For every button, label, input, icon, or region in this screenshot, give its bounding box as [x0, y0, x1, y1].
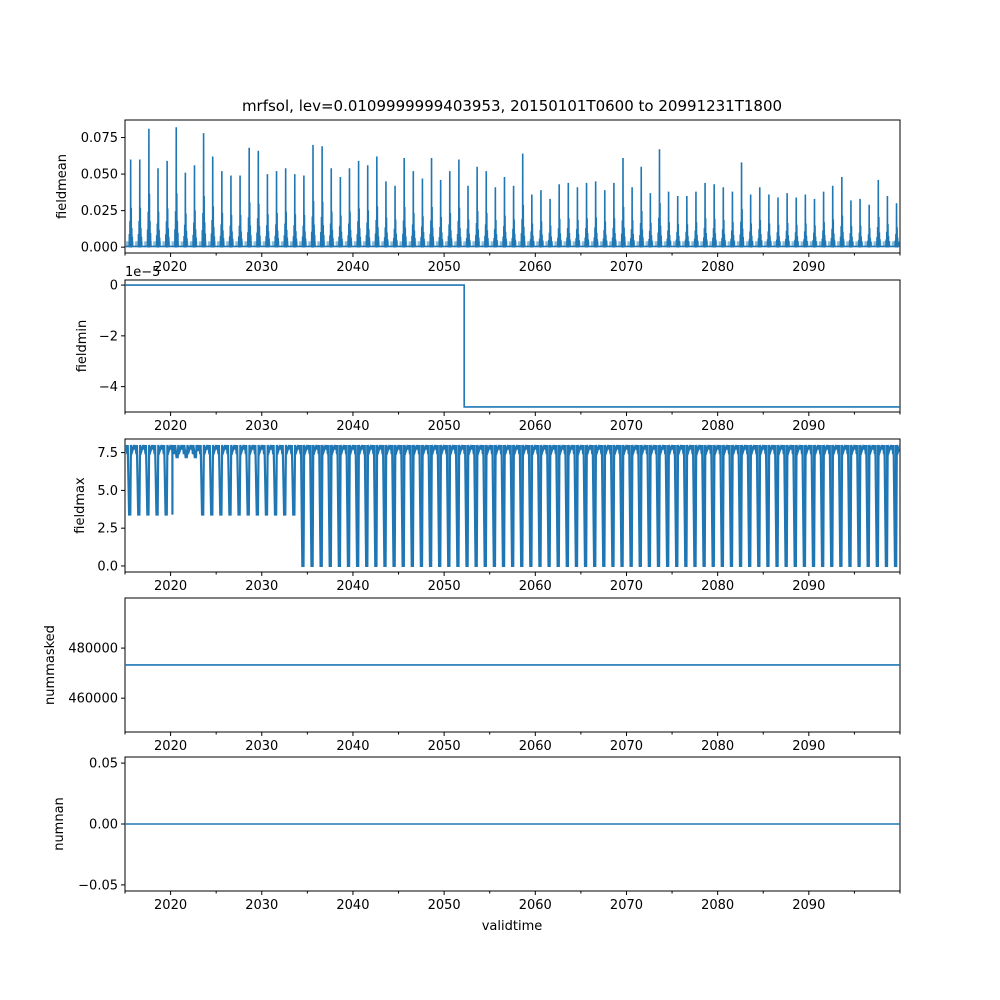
x-tick-label: 2050: [427, 739, 461, 754]
y-tick-label: 460000: [68, 691, 118, 707]
series-band: [427, 241, 435, 247]
series-band: [709, 241, 717, 247]
series-band: [536, 241, 544, 247]
y-tick-label: 0.025: [80, 204, 118, 220]
series-band: [509, 241, 517, 247]
series-band: [348, 445, 349, 566]
series-band: [290, 241, 298, 247]
x-tick-label: 2030: [245, 579, 279, 594]
series-band: [737, 241, 745, 247]
y-tick-label: 5.0: [97, 483, 118, 499]
series-band: [153, 241, 161, 247]
x-tick-label: 2090: [792, 579, 826, 594]
y-tick-label: 480000: [68, 641, 118, 657]
subplot-nummasked: [43, 598, 900, 754]
series-band: [637, 241, 645, 247]
series-band: [740, 445, 741, 566]
series-band: [244, 241, 252, 247]
series-band: [482, 241, 490, 247]
series-band: [804, 445, 805, 566]
series-band: [190, 241, 198, 247]
series-band: [418, 241, 426, 247]
series-band: [676, 445, 677, 566]
series-band: [713, 445, 714, 566]
series-band: [135, 241, 143, 247]
series-band: [813, 445, 814, 566]
x-axis-label: validtime: [481, 919, 543, 934]
figure-title: mrfsol, lev=0.0109999999403953, 20150101T0600 to 20991231T1800: [241, 97, 783, 115]
series-band: [430, 445, 431, 566]
x-tick-label: 2080: [701, 579, 735, 594]
y-axis-label: numnan: [52, 797, 67, 851]
series-band: [767, 445, 768, 566]
x-tick-label: 2070: [609, 898, 644, 913]
y-tick-label: 0.000: [80, 240, 118, 256]
series-band: [840, 445, 841, 566]
series-band: [621, 445, 622, 566]
series-band: [466, 445, 467, 566]
series-band: [518, 241, 526, 247]
series-band: [801, 241, 809, 247]
series-band: [302, 445, 303, 566]
x-tick-label: 2090: [792, 419, 826, 434]
x-tick-label: 2050: [427, 898, 461, 913]
series-band: [704, 445, 705, 566]
series-band: [664, 241, 672, 247]
axes-frame: [125, 280, 900, 412]
x-tick-label: 2080: [701, 898, 735, 913]
x-tick-label: 2080: [701, 739, 735, 754]
x-tick-label: 2040: [336, 419, 370, 434]
y-tick-label: 7.5: [97, 446, 118, 462]
series-band: [503, 445, 504, 566]
x-tick-label: 2070: [609, 739, 644, 754]
series-band: [491, 241, 499, 247]
series-band: [485, 445, 486, 566]
series-band: [317, 241, 325, 247]
series-band: [600, 241, 608, 247]
series-band: [500, 241, 508, 247]
series-band: [217, 241, 225, 247]
series-band: [749, 445, 750, 566]
series-band: [549, 445, 550, 566]
subplot-numnan: [52, 757, 900, 913]
x-tick-label: 2020: [154, 260, 188, 275]
series-band: [172, 241, 180, 247]
series-band: [892, 241, 900, 247]
series-band: [345, 241, 353, 247]
y-tick-label: −0.05: [78, 878, 118, 894]
series-band: [545, 241, 553, 247]
series-band: [828, 241, 836, 247]
series-band: [530, 445, 531, 566]
series-band: [394, 445, 395, 566]
series-band: [476, 445, 477, 566]
series-band: [746, 241, 754, 247]
x-tick-label: 2050: [427, 419, 461, 434]
series-band: [412, 445, 413, 566]
y-axis-label: fieldmax: [73, 477, 88, 534]
series-band: [612, 445, 613, 566]
x-tick-label: 2060: [518, 579, 552, 594]
subplot-fieldmean: [55, 120, 900, 275]
y-tick-label: 0.05: [89, 756, 118, 772]
series-band: [673, 241, 681, 247]
y-axis-label: fieldmean: [55, 154, 70, 219]
series-band: [390, 241, 398, 247]
series-band: [399, 241, 407, 247]
series-band: [646, 241, 654, 247]
x-tick-label: 2020: [154, 739, 188, 754]
series-band: [731, 445, 732, 566]
series-band: [755, 241, 763, 247]
series-band: [299, 241, 307, 247]
x-tick-label: 2030: [245, 419, 279, 434]
series-band: [457, 445, 458, 566]
series-band: [162, 241, 170, 247]
x-tick-label: 2020: [154, 898, 188, 913]
y-offset-text: 1e−5: [125, 265, 161, 280]
series-band: [235, 241, 243, 247]
series-band: [403, 445, 404, 566]
x-tick-label: 2020: [154, 579, 188, 594]
series-band: [357, 445, 358, 566]
series-band: [877, 445, 878, 566]
series-band: [627, 241, 635, 247]
series-band: [539, 445, 540, 566]
series-band: [439, 445, 440, 566]
y-tick-label: 0: [109, 278, 118, 294]
y-axis-label: nummasked: [43, 625, 58, 705]
series-band: [618, 241, 626, 247]
series-band: [226, 241, 234, 247]
series-band: [144, 241, 152, 247]
series-band: [700, 241, 708, 247]
series-band: [567, 445, 568, 566]
subplot-fieldmin: [75, 265, 900, 434]
series-band: [792, 241, 800, 247]
y-axis-label: fieldmin: [75, 319, 90, 373]
series-band: [864, 241, 872, 247]
series-band: [591, 241, 599, 247]
series-band: [366, 445, 367, 566]
x-tick-label: 2060: [518, 898, 552, 913]
series-band: [311, 445, 312, 566]
series-band: [859, 445, 860, 566]
y-tick-label: 0.00: [89, 817, 118, 833]
x-tick-label: 2070: [609, 579, 644, 594]
series-band: [558, 445, 559, 566]
x-tick-label: 2020: [154, 419, 188, 434]
series-band: [576, 445, 577, 566]
series-band: [436, 241, 444, 247]
x-tick-label: 2090: [792, 739, 826, 754]
x-tick-label: 2040: [336, 739, 370, 754]
series-band: [454, 241, 462, 247]
series-band: [527, 241, 535, 247]
series-band: [795, 445, 796, 566]
x-tick-label: 2070: [609, 260, 644, 275]
series-band: [773, 241, 781, 247]
series-band: [272, 241, 280, 247]
series-band: [667, 445, 668, 566]
series-band: [855, 241, 863, 247]
x-tick-label: 2050: [427, 579, 461, 594]
y-tick-label: 0.050: [80, 167, 118, 183]
series-band: [719, 241, 727, 247]
series-band: [554, 241, 562, 247]
series-band: [126, 241, 134, 247]
y-tick-label: −2: [98, 329, 118, 345]
series-band: [685, 445, 686, 566]
series-band: [722, 445, 723, 566]
series-band: [582, 241, 590, 247]
series-band: [375, 445, 376, 566]
series-band: [810, 241, 818, 247]
subplot-fieldmax: [73, 439, 900, 594]
y-tick-label: 0.0: [97, 559, 118, 575]
series-band: [281, 241, 289, 247]
x-tick-label: 2060: [518, 419, 552, 434]
series-band: [354, 241, 362, 247]
series-band: [822, 445, 823, 566]
x-tick-label: 2080: [701, 260, 735, 275]
series-band: [494, 445, 495, 566]
series-band: [874, 241, 882, 247]
series-band: [658, 445, 659, 566]
series-band: [448, 445, 449, 566]
series-band: [521, 445, 522, 566]
series-band: [831, 445, 832, 566]
series-band: [886, 445, 887, 566]
series-band: [327, 241, 335, 247]
x-tick-label: 2040: [336, 898, 370, 913]
series-band: [463, 241, 471, 247]
series-band: [512, 445, 513, 566]
series-band: [631, 445, 632, 566]
x-tick-label: 2030: [245, 898, 279, 913]
series-band: [782, 241, 790, 247]
series-band: [594, 445, 595, 566]
series-band: [363, 241, 371, 247]
series-band: [381, 241, 389, 247]
series-band: [691, 241, 699, 247]
series-band: [330, 445, 331, 566]
x-tick-label: 2070: [609, 419, 644, 434]
x-tick-label: 2090: [792, 898, 826, 913]
series-band: [649, 445, 650, 566]
series-band: [694, 445, 695, 566]
series-band: [421, 445, 422, 566]
series-band: [384, 445, 385, 566]
series-band: [409, 241, 417, 247]
x-tick-label: 2030: [245, 739, 279, 754]
series-band: [208, 241, 216, 247]
series-band: [445, 241, 453, 247]
series-band: [895, 445, 896, 566]
x-tick-label: 2050: [427, 260, 461, 275]
series-band: [758, 445, 759, 566]
x-tick-label: 2030: [245, 260, 279, 275]
series-band: [655, 241, 663, 247]
x-tick-label: 2040: [336, 260, 370, 275]
series-band: [308, 241, 316, 247]
series-band: [254, 241, 262, 247]
series-band: [849, 445, 850, 566]
series-band: [728, 241, 736, 247]
series-band: [609, 241, 617, 247]
series-band: [868, 445, 869, 566]
series-band: [786, 445, 787, 566]
series-band: [764, 241, 772, 247]
series-band: [339, 445, 340, 566]
series-band: [336, 241, 344, 247]
series-band: [199, 241, 207, 247]
series-band: [603, 445, 604, 566]
x-tick-label: 2090: [792, 260, 826, 275]
x-tick-label: 2060: [518, 739, 552, 754]
y-tick-label: 0.075: [80, 131, 118, 147]
series-band: [372, 241, 380, 247]
y-tick-label: 2.5: [97, 521, 118, 537]
series-band: [682, 241, 690, 247]
x-tick-label: 2080: [701, 419, 735, 434]
series-band: [640, 445, 641, 566]
series-band: [263, 241, 271, 247]
series-band: [883, 241, 891, 247]
series-band: [321, 445, 322, 566]
series-band: [837, 241, 845, 247]
series-band: [181, 241, 189, 247]
series-band: [472, 241, 480, 247]
series-band: [846, 241, 854, 247]
series-band: [564, 241, 572, 247]
x-tick-label: 2040: [336, 579, 370, 594]
x-tick-label: 2060: [518, 260, 552, 275]
series-band: [819, 241, 827, 247]
series-band: [573, 241, 581, 247]
series-band: [776, 445, 777, 566]
y-tick-label: −4: [98, 380, 118, 396]
series-band: [585, 445, 586, 566]
